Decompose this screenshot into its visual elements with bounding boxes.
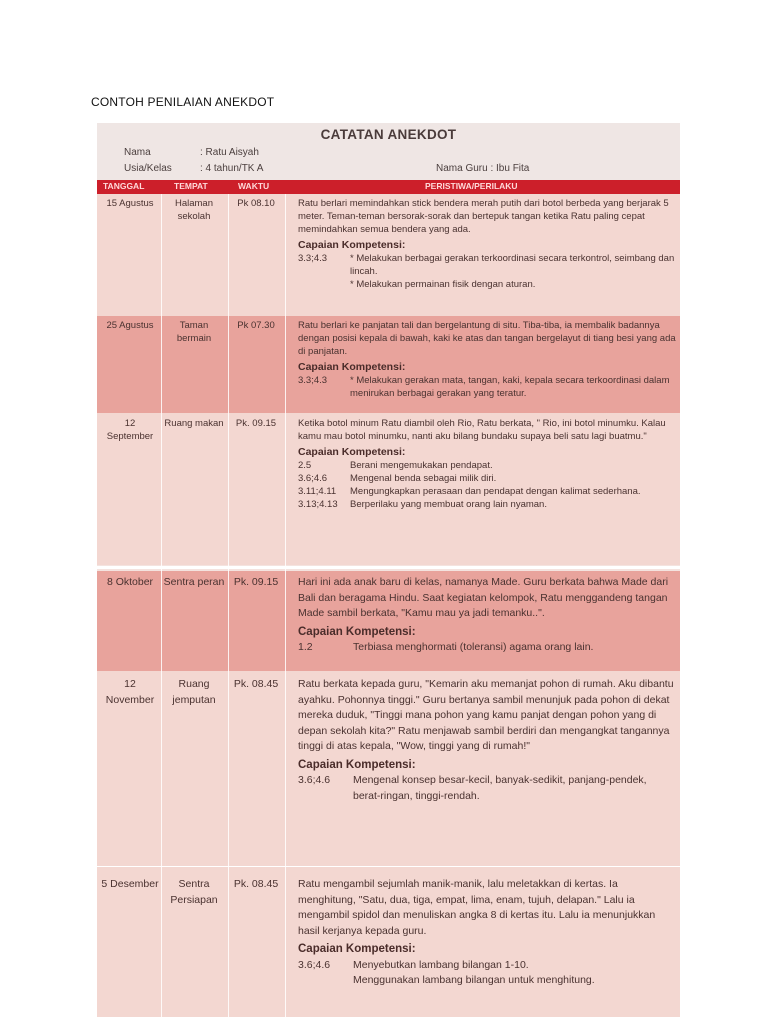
usia-value: : 4 tahun/TK A (200, 163, 264, 174)
row-date: 25 Agustus (106, 320, 154, 331)
competency-title: Capaian Kompetensi: (298, 361, 406, 373)
row-time: Pk 07.30 (237, 320, 275, 331)
row-date: 15 Agustus (106, 198, 154, 209)
table-row (97, 316, 680, 413)
row-date: 8 Oktober (106, 576, 154, 588)
row-place: Ruang jemputan (172, 678, 216, 706)
competency-text: Mengenal konsep besar-kecil, banyak-sedikit, panjang-pendek, berat-ringan, tinggi-rendah. (353, 774, 647, 802)
usia-label: Usia/Kelas (124, 163, 172, 174)
competency-title: Capaian Kompetensi: (298, 943, 416, 955)
competency-code: 2.5 (298, 460, 312, 471)
column-divider (228, 194, 229, 1017)
header-tempat: TEMPAT (174, 181, 208, 191)
column-headers (97, 180, 680, 194)
competency-text: Mengungkapkan perasaan dan pendapat dengan kalimat sederhana. (350, 486, 641, 497)
event-text: Ratu mengambil sejumlah manik-manik, lalu meletakkan di kertas. Ia menghitung, "Satu, dua, tiga, empat, lima, enam, tujuh, delapan." Lalu ia mengambil spidol dan menuliskan angka 8 di kertas itu. Lalu ia menunjukkan hasil kerjanya kepada guru. (298, 878, 656, 937)
competency-code: 3.6;4.6 (298, 473, 328, 484)
competency-text: Berperilaku yang membuat orang lain nyaman. (350, 499, 547, 510)
competency-code: 3.11;4.11 (298, 486, 337, 497)
table-row (97, 413, 680, 565)
row-place: Ruang makan (164, 418, 224, 429)
row-date: 5 Desember (101, 878, 159, 890)
event-text: Hari ini ada anak baru di kelas, namanya Made. Guru berkata bahwa Made dari Bali dan beragama Hindu. Saat kegiatan kelompok, Ratu menggandeng tangan Made sambil berkata, "Kamu mau ya jadi temanku..". (298, 576, 669, 619)
competency-code: 1.2 (298, 641, 313, 653)
competency-text: Terbiasa menghormati (toleransi) agama orang lain. (353, 641, 594, 653)
row-event (298, 417, 676, 511)
row-time: Pk. 08.45 (233, 678, 279, 690)
competency-text: * Melakukan berbagai gerakan terkoordinasi secara terkontrol, seimbang dan lincah. (350, 253, 675, 277)
row-event (298, 877, 676, 989)
column-divider (285, 194, 286, 1017)
nama-value: : Ratu Aisyah (200, 147, 259, 158)
page-break-divider (97, 566, 680, 569)
sheet-header (97, 123, 680, 180)
competency-text: * Melakukan gerakan mata, tangan, kaki, kepala secara terkoordinasi dalam menirukan berbagai gerakan yang teratur. (350, 375, 670, 399)
competency-text: Menyebutkan lambang bilangan 1-10. (353, 958, 529, 971)
competency-title: Capaian Kompetensi: (298, 625, 416, 638)
competency-title: Capaian Kompetensi: (298, 446, 406, 458)
column-divider (161, 194, 162, 1017)
row-place: Halaman sekolah (174, 198, 214, 222)
row-event (298, 197, 676, 291)
row-time: Pk. 09.15 (233, 576, 279, 588)
header-tanggal: TANGGAL (103, 181, 145, 191)
competency-item (298, 498, 676, 511)
event-text: Ketika botol minum Ratu diambil oleh Rio, Ratu berkata, " Rio, ini botol minumku. Kalau kamu mau botol minumku, nanti aku bilang bundaku supaya beli satu lagi buatmu." (298, 418, 666, 442)
row-place: Sentra peran (163, 576, 225, 588)
event-text: Ratu berkata kepada guru, "Kemarin aku memanjat pohon di rumah. Aku dibantu ayahku. Pohonnya tinggi." Guru bertanya sambil menunjuk pada pohon di dekat mereka duduk, "Tinggi mana pohon yang kamu panjat dengan pohon yang di depan sekolah kita?" Ratu menjawab sambil berdiri dan mengangkat tangannya tinggi di atas kepala, "Wow, tinggi yang di rumah!" (298, 678, 674, 752)
event-text: Ratu berlari memindahkan stick bendera merah putih dari botol berbeda yang berjarak 5 meter. Teman-teman bersorak-sorak dan bertepuk tangan ketika Ratu paling cepat memindahkan semua bendera yang ada. (298, 198, 669, 235)
competency-item (298, 773, 676, 804)
row-date: 12 November (105, 678, 155, 706)
table-row (97, 571, 680, 671)
competency-item (298, 958, 676, 974)
header-waktu: WAKTU (238, 181, 270, 191)
competency-text: Menggunakan lambang bilangan untuk menghitung. (353, 974, 595, 986)
sheet-title: CATATAN ANEKDOT (320, 127, 457, 142)
anecdote-sheet (97, 123, 680, 1017)
competency-item (298, 485, 676, 498)
competency-title: Capaian Kompetensi: (298, 239, 406, 251)
event-text: Ratu berlari ke panjatan tali dan bergelantung di situ. Tiba-tiba, ia membalik badannya dengan posisi kepala di bawah, kaki ke atas dan tangan bergelayut di tiang besi yang ada di panjatan. (298, 320, 676, 357)
competency-code: 3.13;4.13 (298, 499, 338, 510)
competency-item (298, 459, 676, 472)
competency-text: Mengenal benda sebagai milik diri. (350, 473, 497, 484)
competency-text: * Melakukan permainan fisik dengan aturan. (350, 279, 536, 290)
row-time: Pk 08.10 (237, 198, 275, 209)
teacher-name: Nama Guru : Ibu Fita (436, 163, 530, 174)
row-time: Pk. 08.45 (233, 878, 279, 890)
row-event (298, 319, 676, 400)
row-place: Taman bermain (176, 320, 212, 344)
table-row (97, 866, 680, 1017)
header-peristiwa: PERISTIWA/PERILAKU (425, 181, 518, 191)
competency-code: 3.3;4.3 (298, 375, 328, 386)
competency-item (298, 278, 676, 291)
row-event (298, 677, 676, 804)
row-date: 12 September (106, 418, 154, 442)
nama-label: Nama (124, 147, 151, 158)
competency-code: 3.6;4.6 (298, 774, 331, 786)
table-row (97, 671, 680, 866)
row-time: Pk. 09.15 (235, 418, 277, 429)
competency-text: Berani mengemukakan pendapat. (350, 460, 493, 471)
document-title: CONTOH PENILAIAN ANEKDOT (91, 95, 275, 109)
competency-title: Capaian Kompetensi: (298, 758, 416, 771)
competency-item (298, 640, 676, 656)
row-event (298, 575, 676, 656)
row-place: Sentra Persiapan (170, 878, 218, 906)
table-row (97, 194, 680, 316)
competency-code: 3.3;4.3 (298, 253, 328, 264)
competency-code: 3.6;4.6 (298, 958, 331, 971)
competency-item (298, 472, 676, 485)
competency-item (298, 374, 676, 400)
competency-item (298, 973, 676, 989)
competency-item (298, 252, 676, 278)
